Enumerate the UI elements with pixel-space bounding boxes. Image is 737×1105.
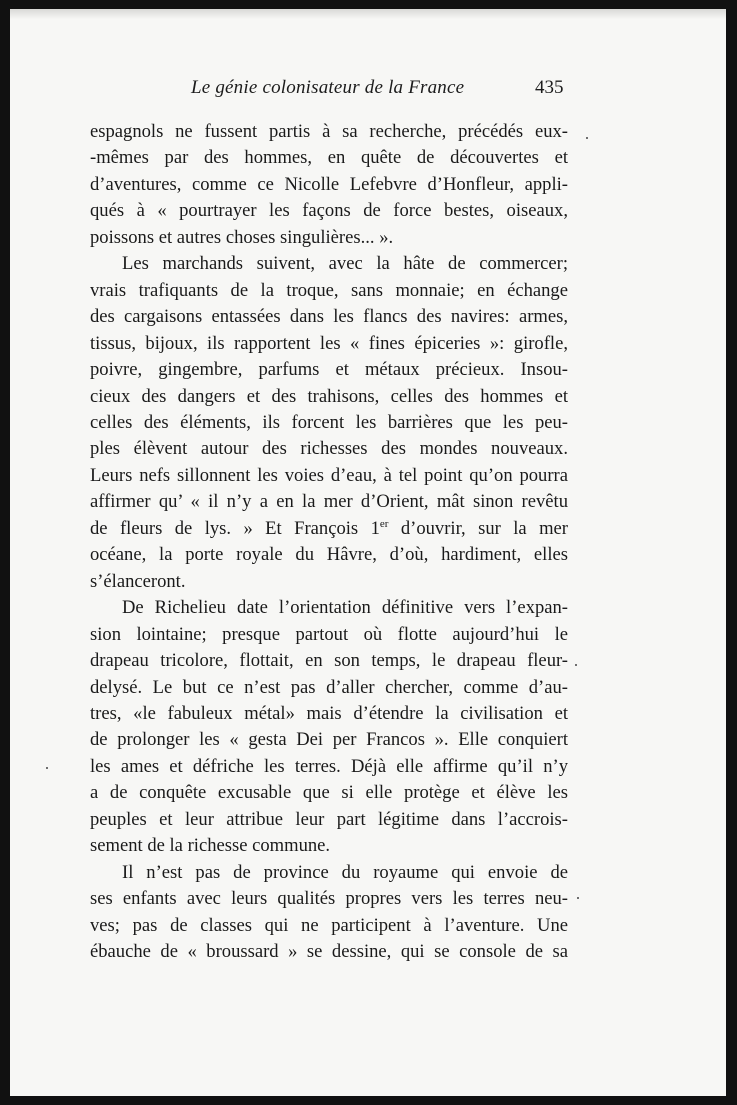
text-line: sion lointaine; presque partout où flotte aujourd’hui le (90, 623, 568, 645)
text-line: ébauche de « broussard » se dessine, qui se console de sa (90, 941, 568, 963)
text-line: peuples et leur attribue leur part légitime dans l’accrois- (90, 808, 568, 830)
text-line: De Richelieu date l’orientation définitive vers l’expan- (122, 597, 568, 619)
text-line: s’élanceront. (90, 570, 186, 592)
text-line-francois (90, 516, 568, 542)
paragraph-2 (90, 251, 568, 595)
body-text (90, 119, 568, 966)
text-line: Les marchands suivent, avec la hâte de commercer; (122, 253, 568, 275)
text-line: océane, la porte royale du Hâvre, d’où, hardiment, elles (90, 544, 568, 566)
text-line: de prolonger les « gesta Dei per Francos ». Elle conquiert (90, 729, 568, 751)
text-line: -mêmes par des hommes, en quête de découvertes et (90, 147, 568, 169)
text-line: ses enfants avec leurs qualités propres vers les terres neu- (90, 888, 568, 910)
text-line: cieux des dangers et des trahisons, celles des hommes et (90, 385, 568, 407)
text-line: drapeau tricolore, flottait, en son temps, le drapeau fleur- (90, 650, 568, 672)
print-speck (577, 897, 579, 899)
text-line: delysé. Le but ce n’est pas d’aller chercher, comme d’au- (90, 676, 568, 698)
text-line: ples élèvent autour des richesses des mondes nouveaux. (90, 438, 568, 460)
paragraph-3 (90, 595, 568, 860)
print-speck (586, 137, 588, 139)
text-line: espagnols ne fussent partis à sa recherche, précédés eux- (90, 121, 568, 142)
francois-text: de fleurs de lys. » Et François (90, 517, 359, 539)
text-line: d’aventures, comme ce Nicolle Lefebvre d’Honfleur, appli- (90, 173, 568, 195)
text-line: celles des éléments, ils forcent les barrières que les peu- (90, 411, 568, 433)
text-line: Leurs nefs sillonnent les voies d’eau, à tel point qu’on pourra (90, 464, 568, 486)
text-line: sement de la richesse commune. (90, 835, 331, 857)
text-line: ves; pas de classes qui ne participent à l’aventure. Une (90, 914, 568, 936)
text-line: des cargaisons entassées dans les flancs des navires: armes, (90, 306, 568, 328)
book-page (10, 9, 726, 1096)
text-line: Il n’est pas de province du royaume qui envoie de (122, 861, 568, 883)
page-number: 435 (535, 77, 564, 98)
text-line: qués à « pourtrayer les façons de force bestes, oiseaux, (90, 200, 568, 222)
print-speck (575, 664, 577, 666)
running-title: Le génie colonisateur de la France (191, 77, 465, 98)
text-line: poissons et autres choses singulières... ». (90, 226, 394, 248)
ordinal-superscript: er (379, 517, 389, 530)
text-line: poivre, gingembre, parfums et métaux précieux. Insou- (90, 359, 568, 381)
text-line: affirmer qu’ « il n’y a en la mer d’Orient, mât sinon revêtu (90, 491, 568, 513)
ordinal-numeral: 1 (370, 517, 380, 539)
running-head (10, 75, 726, 105)
text-line: tissus, bijoux, ils rapportent les « fines épiceries »: girofle, (90, 332, 568, 354)
text-line: a de conquête excusable que si elle protège et élève les (90, 782, 568, 804)
text-line: tres, «le fabuleux métal» mais d’étendre la civilisation et (90, 702, 568, 724)
francois-line-rest: d’ouvrir, sur la mer (400, 517, 568, 539)
print-speck (46, 767, 48, 769)
text-line: les ames et défriche les terres. Déjà elle affirme qu’il n’y (90, 755, 568, 777)
paragraph-4 (90, 860, 568, 966)
text-line: vrais trafiquants de la troque, sans monnaie; en échange (90, 279, 568, 301)
paragraph-1 (90, 119, 568, 251)
